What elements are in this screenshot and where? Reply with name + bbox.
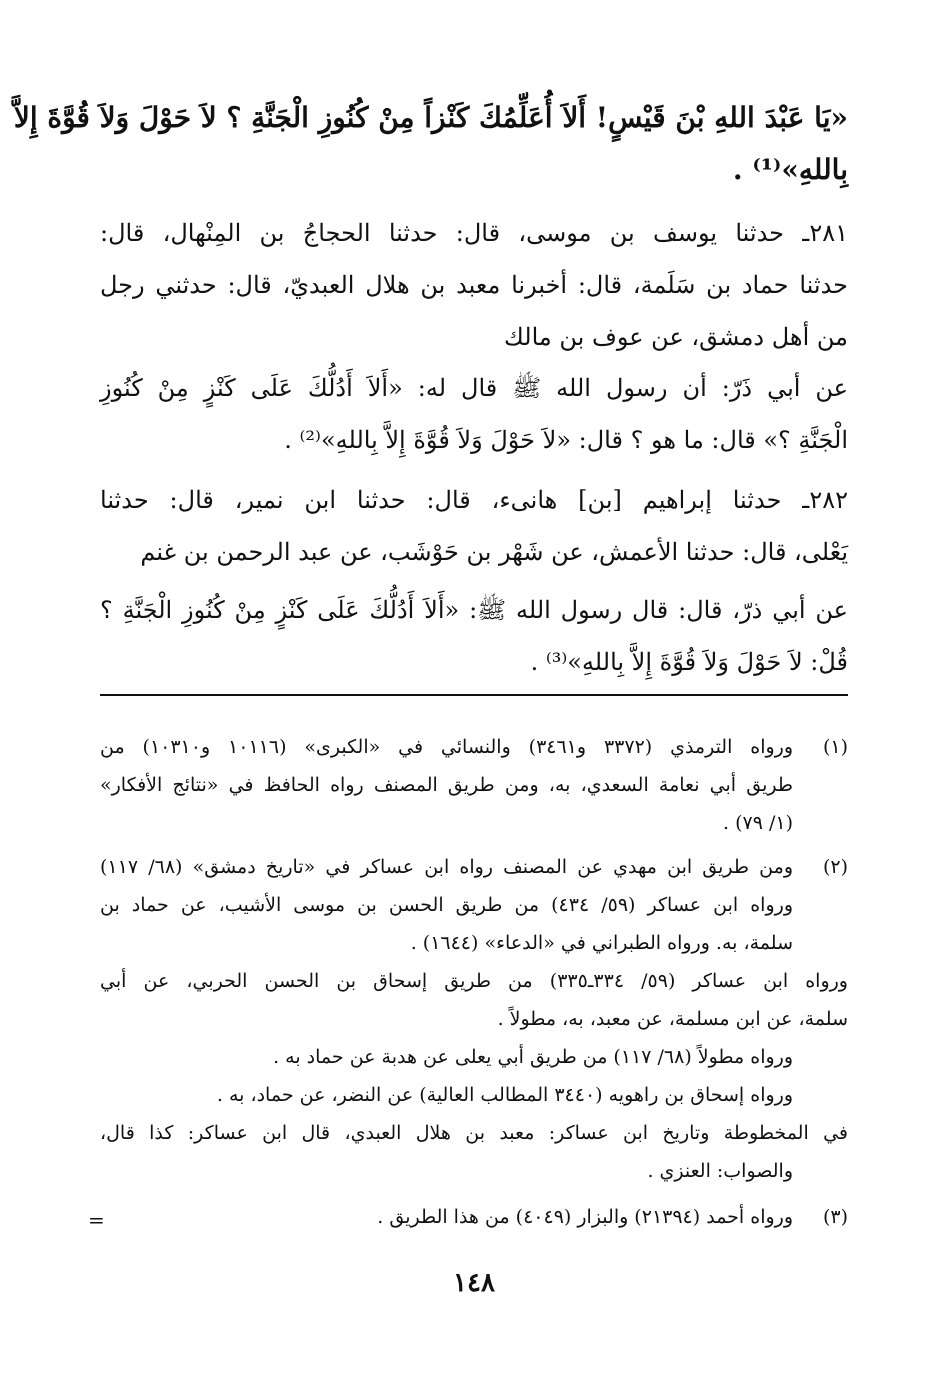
text-line: الْجَنَّةِ ؟» قال: ما هو ؟ قال: «لاَ حَوْلَ وَلاَ قُوَّةَ إِلاَّ بِاللهِ»⁽²⁾ . xyxy=(284,426,848,454)
hadith-281-matn xyxy=(100,362,848,466)
text-line: ورواه مطولاً (٦٨/ ١١٧) من طريق أبي يعلى عن هدبة عن حماد به . xyxy=(273,1046,793,1068)
text-line: سلمة، عن ابن مسلمة، عن معبد، به، مطولاً . xyxy=(497,1008,848,1030)
hadith-282-matn xyxy=(100,584,848,688)
page-number: ١٤٨ xyxy=(453,1268,495,1298)
text-line: ومن طريق ابن مهدي عن المصنف رواه ابن عساكر في «تاريخ دمشق» (٦٨/ ١١٧) xyxy=(100,856,793,878)
footnote-number: (٣) xyxy=(822,1206,848,1228)
text-line: ٢٨٢ـ حدثنا إبراهيم [بن] هانىء، قال: حدثنا ابن نمير، قال: حدثنا xyxy=(100,486,848,514)
footnote-2 xyxy=(100,848,848,962)
hadith-282 xyxy=(100,474,848,578)
footnote-text xyxy=(100,848,793,962)
footnote-number: (١) xyxy=(822,736,848,758)
text-line: ورواه ابن عساكر (٥٩/ ٣٣٤ـ٣٣٥) من طريق إسحاق بن الحسن الحربي، عن أبي xyxy=(100,970,848,992)
text-line: يَعْلى، قال: حدثنا الأعمش، عن شَهْر بن حَوْشَب، عن عبد الرحمن بن غنم xyxy=(140,538,848,566)
text-line: ورواه ابن عساكر (٥٩/ ٤٣٤) من طريق الحسن بن موسى الأشيب، عن حماد بن xyxy=(100,894,793,916)
footnote-3 xyxy=(100,1198,848,1236)
text-line: «يَا عَبْدَ اللهِ بْنَ قَيْسٍ! أَلاَ أُعَلِّمُكَ كَنْزاً مِنْ كُنُوزِ الْجَنَّةِ ؟ لاَ حَوْلَ وَلاَ قُوَّةَ إِلاَّ xyxy=(13,101,848,134)
footnote-1 xyxy=(100,728,848,842)
continuation-mark: = xyxy=(88,1208,105,1232)
footnote-2-continued xyxy=(100,962,848,1190)
footnote-text xyxy=(100,728,793,842)
text-line: عن أبي ذَرّ: أن رسول الله ﷺ قال له: «أَلاَ أَدُلُّكَ عَلَى كَنْزٍ مِنْ كُنُوزِ xyxy=(100,374,848,402)
text-line: من أهل دمشق، عن عوف بن مالك xyxy=(504,323,848,351)
text-line: بِاللهِ»⁽¹⁾ . xyxy=(732,153,848,186)
text-line: ورواه الترمذي (٣٣٧٢ و٣٤٦١) والنسائي في «الكبرى» (١٠١١٦ و١٠٣١٠) من xyxy=(100,736,794,758)
text-line: حدثنا حماد بن سَلَمة، قال: أخبرنا معبد بن هلال العبديّ، قال: حدثني رجل xyxy=(100,271,848,299)
footnote-text xyxy=(100,1198,793,1236)
text-line: طريق أبي نعامة السعدي، به، ومن طريق المصنف رواه الحافظ في «نتائج الأفكار» xyxy=(100,774,793,796)
text-line: والصواب: العنزي . xyxy=(647,1160,793,1182)
text-line: في المخطوطة وتاريخ ابن عساكر: معبد بن هلال العبدي، قال ابن عساكر: كذا قال، xyxy=(100,1122,848,1144)
text-line: عن أبي ذرّ، قال: قال رسول الله ﷺ: «أَلاَ أَدُلُّكَ عَلَى كَنْزٍ مِنْ كُنُوزِ الْجَنَّةِ ؟ xyxy=(100,596,848,624)
text-line: (١/ ٧٩) . xyxy=(722,812,793,834)
text-line: ٢٨١ـ حدثنا يوسف بن موسى، قال: حدثنا الحجاجُ بن المِنْهال، قال: xyxy=(100,219,848,247)
text-line: ورواه أحمد (٢١٣٩٤) والبزار (٤٠٤٩) من هذا الطريق . xyxy=(377,1206,793,1228)
footnote-divider xyxy=(100,694,848,696)
text-line: ورواه إسحاق بن راهويه (٣٤٤٠ المطالب العالية) عن النضر، عن حماد، به . xyxy=(216,1084,793,1106)
paragraph-1 xyxy=(13,92,848,196)
footnote-number: (٢) xyxy=(822,856,848,878)
text-line: قُلْ: لاَ حَوْلَ وَلاَ قُوَّةَ إِلاَّ بِاللهِ»⁽³⁾ . xyxy=(530,648,848,676)
hadith-281 xyxy=(100,207,848,363)
text-line: سلمة، به. ورواه الطبراني في «الدعاء» (١٦٤٤) . xyxy=(410,932,793,954)
